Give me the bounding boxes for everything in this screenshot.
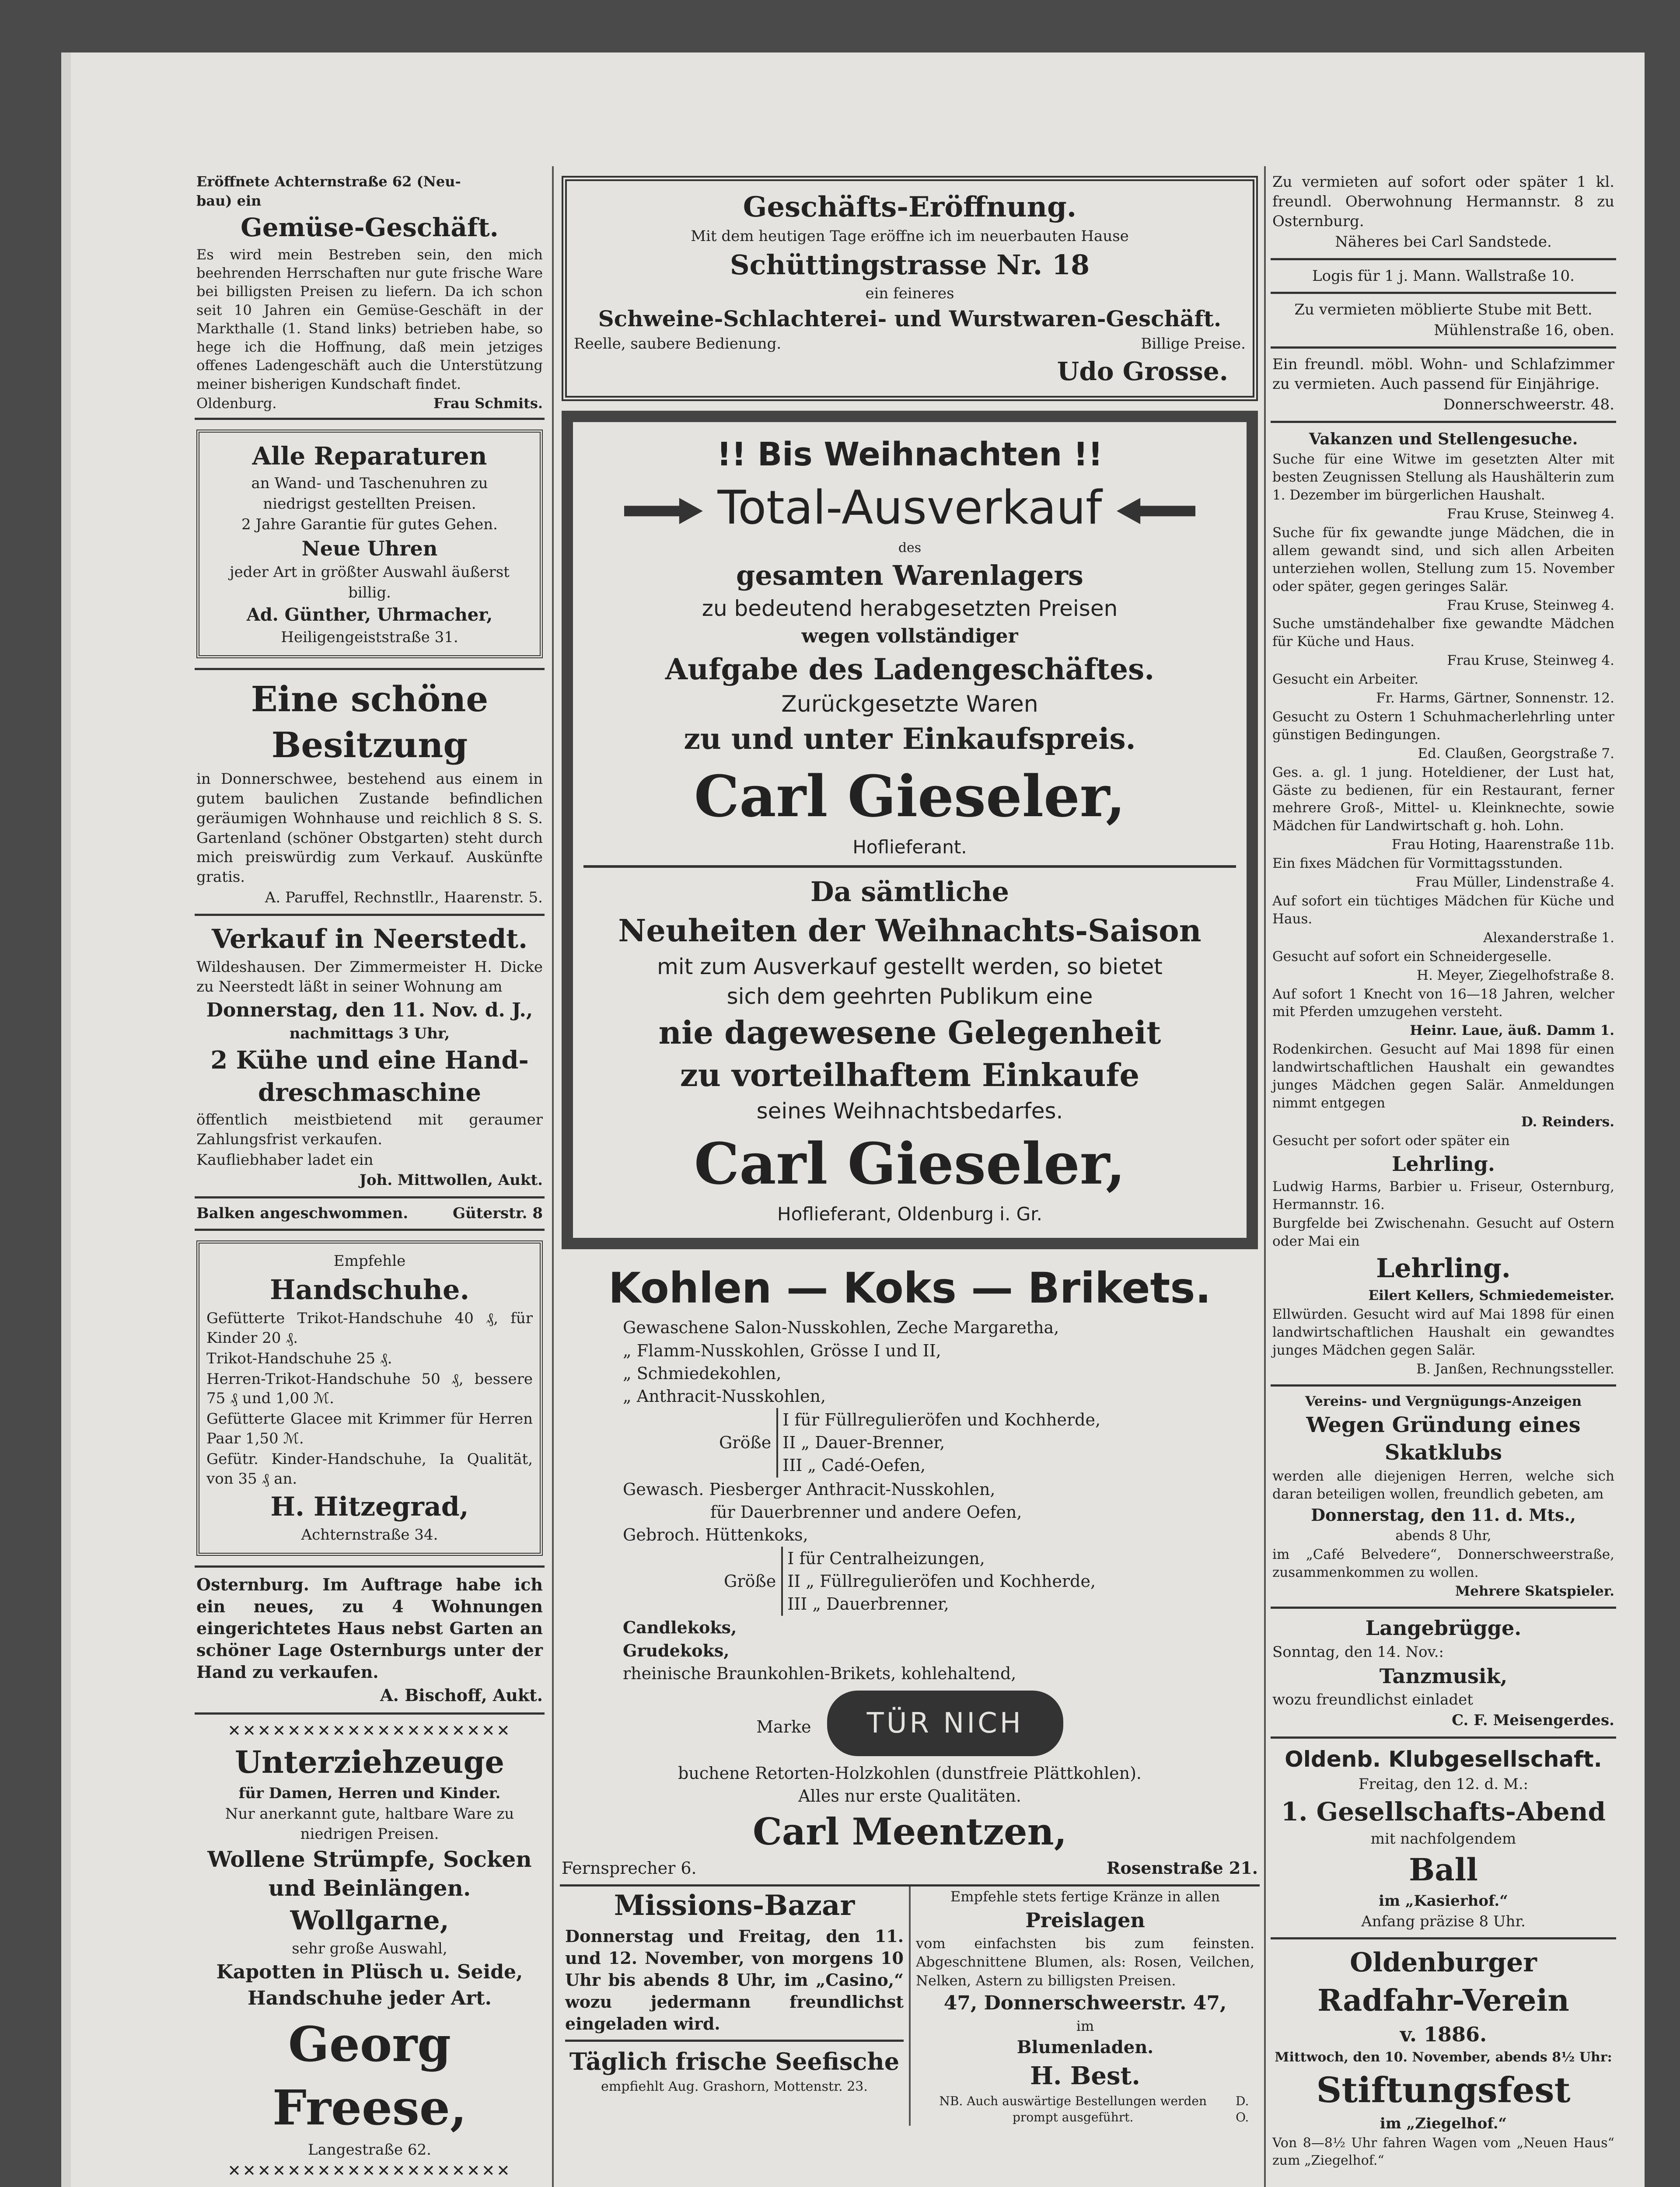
ad-street: Schüttingstrasse Nr. 18 [730, 249, 1090, 281]
ad-name: Udo Grosse. [1057, 356, 1228, 386]
ad-title: Tanzmusik, [1379, 1664, 1508, 1688]
ad-best-blumen [911, 1887, 1260, 2126]
ad-line: mit zum Ausverkauf gestellt werden, so bietet [657, 954, 1163, 979]
ad-body: in Donnerschwee, bestehend aus einem in gutem baulichen Zustande befindlichen geräumigen Wohnhause und reichlich 8 S. S. Gartenland (schöner Obstgarten) steht durch mich preiswürdig zum Verkauf. Auskünfte gratis. [196, 770, 543, 886]
ad-subtitle: Neue Uhren [301, 536, 438, 560]
ad-body: Ges. a. gl. 1 jung. Hoteldiener, der Lust hat, Gäste zu bedienen, für ein Restaurant, ferner mehrere Groß-, Mittel- u. Kleinknechte, sowie Mädchen für Landwirtschaft g. hoh. Lohn. [1272, 764, 1614, 834]
ad-line: Mit dem heutigen Tage eröffne ich im neuerbauten Hause [691, 227, 1129, 245]
ad-line: niedrigen Preisen. [300, 1825, 439, 1843]
ad-line: „ Flamm-Nusskohlen, Grösse I und II, [623, 1341, 941, 1360]
ad-body: Logis für 1 j. Mann. Wallstraße 10. [1312, 267, 1575, 285]
ad-title: Handschuhe. [269, 1274, 470, 1306]
ad-signer: Frau Kruse, Steinweg 4. [1447, 506, 1614, 522]
ad-line: Freitag, den 12. d. M.: [1358, 1775, 1529, 1793]
ad-line: bau) ein [196, 192, 262, 210]
ad-body: Rodenkirchen. Gesucht auf Mai 1898 für einen landwirtschaftlichen Haushalt ein gewandtes junges Mädchen gegen Salär. Anmeldungen nimmt entgegen [1272, 1041, 1614, 1111]
ad-signer: Heinr. Laue, äuß. Damm 1. [1410, 1023, 1614, 1039]
ad-line: für Damen, Herren und Kinder. [238, 1784, 501, 1802]
size-group [562, 1408, 1258, 1477]
ad-line: „ Schmiedekohlen, [623, 1363, 782, 1383]
ad-title: Kohlen — Koks — Brikets. [608, 1263, 1211, 1313]
ad-grosse-schlachterei [560, 166, 1260, 411]
ad-title: Lehrling. [1376, 1253, 1511, 1284]
ad-line: Reelle, saubere Bedienung. [574, 335, 782, 353]
ad-title: v. 1886. [1400, 2023, 1487, 2047]
ad-body: werden alle diejenigen Herren, welche sich daran beteiligen wollen, freundlich gebeten, am [1272, 1468, 1614, 1502]
ad-line: seines Weihnachtsbedarfes. [756, 1098, 1063, 1124]
ad-line: Anfang präzise 8 Uhr. [1361, 1912, 1526, 1930]
ad-title: Geschäfts-Eröffnung. [743, 191, 1077, 224]
column-center [560, 166, 1260, 2126]
ad-date: Donnerstag, den 11. Nov. d. J., [206, 999, 533, 1022]
ad-osternburg-haus [195, 1568, 545, 1715]
ad-line: jeder Art in größter Auswahl äußerst [230, 563, 510, 581]
ad-signer: D. Reinders. [1521, 1114, 1614, 1130]
ad-signer: Joh. Mittwollen, Aukt. [359, 1171, 543, 1189]
ad-title: Radfahr-Verein [1317, 1983, 1569, 2018]
ad-signer: Frau Kruse, Steinweg 4. [1447, 597, 1614, 613]
ad-line: Gewaschene Salon-Nusskohlen, Zeche Margaretha, [623, 1318, 1059, 1338]
ad-hermannstr [1271, 166, 1616, 260]
ad-title: Wegen Gründung eines Skatklubs [1306, 1412, 1581, 1465]
ad-line: niedrigst gestellten Preisen. [263, 495, 476, 513]
ad-line: Nur anerkannt gute, haltbare Ware zu [225, 1805, 514, 1823]
ad-line: billig. [348, 584, 391, 602]
ad-body: Auf sofort ein tüchtiges Mädchen für Küche und Haus. [1272, 893, 1614, 927]
ad-body: Zu vermieten auf sofort oder später 1 kl. freundl. Oberwohnung Hermannstr. 8 zu Osternburg. [1272, 173, 1614, 230]
ad-line: Hoflieferant. [852, 836, 967, 858]
ad-line: im „Kasierhof.“ [1379, 1892, 1508, 1910]
ad-headline-text: Total-Ausverkauf [717, 481, 1102, 535]
pointing-hand-icon [624, 498, 703, 524]
list-item: Herren-Trikot-Handschuhe 50 ₰, bessere 75 ₰ und 1,00 ℳ. [206, 1370, 533, 1408]
divider [565, 2040, 904, 2042]
ad-meentzen-kohlen [560, 1254, 1260, 1887]
list-item: Gefütr. Kinder-Handschuhe, Ia Qualität, von 35 ₰ an. [206, 1450, 533, 1488]
ad-title: Ball [1409, 1852, 1478, 1888]
ad-frame [562, 411, 1258, 1249]
ad-line: Von 8—8½ Uhr fahren Wagen vom „Neuen Haus“ zum „Ziegelhof.“ [1272, 2135, 1614, 2168]
ad-frame [562, 176, 1258, 401]
ad-line: „ Anthracit-Nusskohlen, [623, 1386, 826, 1406]
ad-signer: Mehrere Skatspieler. [1455, 1583, 1614, 1600]
ad-hitzegrad-handschuhe [195, 1231, 545, 1568]
ad-subtitle: Kapotten in Plüsch u. Seide, [216, 1961, 523, 1984]
ad-signer: Frau Müller, Lindenstraße 4. [1415, 874, 1614, 891]
ad-address: Donnerschweerstr. 48. [1443, 395, 1614, 413]
ad-address: Rosenstraße 21. [1106, 1858, 1258, 1878]
ad-address: Hoflieferant, Oldenburg i. Gr. [777, 1203, 1042, 1225]
ad-title: 1. Gesellschafts-Abend [1281, 1796, 1606, 1827]
ad-skatklub [1271, 1387, 1616, 1609]
ad-signer: Ed. Claußen, Georgstraße 7. [1418, 745, 1614, 762]
ad-body: Kaufliebhaber ladet ein [196, 1151, 374, 1169]
ad-signer: A. Bischoff, Aukt. [380, 1685, 543, 1705]
ad-signer: H. Meyer, Ziegelhofstraße 8. [1417, 967, 1614, 983]
ad-subtitle: Wollene Strümpfe, Socken und Beinlängen. [207, 1846, 532, 1901]
ad-name: Carl Gieseler, [694, 763, 1126, 830]
ad-line: Da sämtliche [810, 876, 1009, 908]
ad-line: wozu freundlichst einladet [1272, 1691, 1473, 1709]
ad-line: mit nachfolgendem [1370, 1830, 1516, 1848]
ad-subtitle: Wollgarne, [290, 1905, 449, 1936]
ad-headline: !! Bis Weihnachten !! [716, 436, 1103, 474]
ad-line: Alles nur erste Qualitäten. [798, 1786, 1021, 1806]
section-title: Vakanzen und Stellengesuche. [1309, 430, 1578, 448]
section-title: Vereins- und Vergnügungs-Anzeigen [1305, 1393, 1582, 1409]
list-item: II „ Dauer-Brenner, [782, 1433, 945, 1453]
ad-title: Langebrügge. [1365, 1616, 1522, 1640]
ad-line: Zurückgesetzte Waren [781, 691, 1038, 717]
ad-langebruegge [1271, 1609, 1616, 1739]
ad-stube [1271, 294, 1616, 349]
ad-item: 2 Kühe und eine Hand-dreschmaschine [210, 1046, 529, 1107]
ad-line: Grudekoks, [623, 1640, 730, 1660]
divider [583, 865, 1236, 868]
ad-title: Unterziehzeuge [234, 1744, 505, 1781]
ad-signer: A. Paruffel, Rechnstllr., Haarenstr. 5. [265, 889, 543, 907]
ad-line: gesamten Warenlagers [736, 559, 1083, 591]
ad-line: im „Ziegelhof.“ [1380, 2115, 1507, 2133]
ad-line: des [898, 540, 922, 556]
ad-body: Gesucht auf sofort ein Schneidergeselle. [1272, 948, 1552, 964]
ad-line: Empfehle stets fertige Kränze in allen [950, 1888, 1220, 1905]
ad-signer: B. Janßen, Rechnungssteller. [1416, 1361, 1614, 1377]
ad-title: Oldenburger [1350, 1947, 1537, 1978]
list-item: I für Füllregulieröfen und Kochherde, [782, 1410, 1101, 1430]
ad-verkauf-neerstedt [195, 916, 545, 1198]
ad-signer: Frau Kruse, Steinweg 4. [1447, 653, 1614, 669]
list-item: Gefütterte Trikot-Handschuhe 40 ₰, für Kinder 20 ₰. [206, 1309, 533, 1347]
ad-missions-bazar [560, 1887, 911, 2126]
ad-address: 47, Donnerschweerstr. 47, [943, 1991, 1227, 2014]
ad-row-bottom [560, 1887, 1260, 2126]
ad-body: im „Café Belvedere“, Donnerschweerstraße, zusammenkommen zu wollen. [1272, 1547, 1614, 1581]
ad-besitzung [195, 670, 545, 916]
ad-address: Achternstraße 34. [301, 1526, 438, 1544]
ad-headline [583, 477, 1236, 538]
ad-klubgesellschaft [1271, 1739, 1616, 1939]
ad-line: Billige Preise. [1141, 335, 1246, 353]
ad-balken [195, 1198, 545, 1231]
ad-title: Verkauf in Neerstedt. [212, 924, 527, 955]
ad-title: Täglich frische Seefische [569, 2047, 900, 2075]
ornament-border: ✕✕✕✕✕✕✕✕✕✕✕✕✕✕✕✕✕✕✕ [227, 1722, 512, 1740]
ad-title: Stiftungsfest [1316, 2069, 1571, 2110]
ad-address: Güterstr. 8 [453, 1205, 543, 1223]
ad-body: Gesucht per sofort oder später ein [1272, 1132, 1510, 1149]
ad-body: Suche für fix gewandte junge Mädchen, die in allem gewandt sind, und sich allen Arbeiten unterziehen wollen, Stellung zum 15. November oder später, gegen geringes Salär. [1272, 524, 1614, 594]
ad-signer: D. O. [1236, 2093, 1249, 2124]
ad-body: Suche für eine Witwe im gesetzten Alter mit besten Zeugnissen Stellung als Haushälterin zum 1. Dezember im bürgerlichen Haushalt. [1272, 451, 1614, 503]
ad-phone: Fernsprecher 6. [562, 1859, 697, 1878]
ad-logis [1271, 260, 1616, 294]
ad-frame [196, 1240, 543, 1556]
ad-line: zu vorteilhaftem Einkaufe [680, 1056, 1140, 1094]
ad-line: Gewasch. Piesberger Anthracit-Nusskohlen, [623, 1479, 995, 1499]
ad-line: Gebroch. Hüttenkoks, [623, 1525, 808, 1544]
ad-name: Carl Gieseler, [694, 1130, 1126, 1197]
size-label: Größe [719, 1433, 772, 1453]
ad-subtitle: Handschuhe jeder Art. [248, 1987, 492, 2010]
ad-date: Donnerstag, den 11. d. Mts., [1311, 1505, 1576, 1525]
ad-body: Burgfelde bei Zwischenahn. Gesucht auf Ostern oder Mai ein [1272, 1216, 1614, 1250]
pointing-hand-icon [1117, 498, 1195, 524]
ad-line: Aufgabe des Ladengeschäftes. [665, 652, 1155, 686]
ad-body: Gesucht ein Arbeiter. [1272, 671, 1419, 688]
ad-signer: Frau Hoting, Haarenstraße 11b. [1391, 837, 1614, 853]
ad-line: zu und unter Einkaufspreis. [684, 722, 1136, 756]
ad-signer: Eilert Kellers, Schmiedemeister. [1368, 1288, 1614, 1304]
list-item: III „ Dauerbrenner, [787, 1594, 949, 1614]
ad-line: ein feineres [865, 285, 954, 303]
ad-body: Es wird mein Bestreben sein, den mich beehrenden Herrschaften nur gute frische Ware bei billigsten Preisen zu liefern. Da ich schon seit 10 Jahren ein Gemüse-Geschäft in der Markthalle (1. Stand links) betrieben habe, so hege ich die Hoffnung, daß mein jetziges offenes Ladengeschäft auch die Unterstützung meiner bisherigen Kundschaft findet. [196, 246, 543, 392]
ad-signer: Ludwig Harms, Barbier u. Friseur, Osternburg, Hermannstr. 16. [1272, 1179, 1614, 1213]
ad-line: sehr große Auswahl, [292, 1940, 447, 1958]
ad-signer: Frau Schmits. [433, 395, 543, 412]
ad-line: buchene Retorten-Holzkohlen (dunstfreie Plättkohlen). [678, 1763, 1142, 1783]
ad-freese [195, 1715, 545, 2187]
size-group [562, 1547, 1258, 1616]
ornament-border: ✕✕✕✕✕✕✕✕✕✕✕✕✕✕✕✕✕✕✕ [227, 2162, 512, 2180]
ad-line: Näheres bei Carl Sandstede. [1335, 233, 1552, 251]
ad-frame [196, 430, 543, 658]
ad-note: NB. Auch auswärtige Bestellungen werden prompt ausgeführt. [939, 2093, 1207, 2124]
list-item: Trikot-Handschuhe 25 ₰. [206, 1349, 392, 1367]
ad-body: Zu vermieten möblierte Stube mit Bett. [1294, 301, 1593, 319]
ad-body: Ein freundl. möbl. Wohn- und Schlafzimmer zu vermieten. Auch passend für Einjährige. [1272, 356, 1614, 393]
ad-name: Ad. Günther, Uhrmacher, [246, 604, 493, 625]
column-rule [1264, 166, 1266, 2187]
ad-body: Wildeshausen. Der Zimmermeister H. Dicke zu Neerstedt läßt in seiner Wohnung am [196, 958, 543, 996]
ad-address: Mühlenstraße 16, oben. [1434, 321, 1614, 339]
column-left [195, 166, 545, 2187]
ad-body: Suche umständehalber fixe gewandte Mädchen für Küche und Haus. [1272, 616, 1614, 650]
ad-body: Osternburg. Im Auftrage habe ich ein neues, zu 4 Wohnungen eingerichtetes Haus nebst Garten an schöner Lage Osternburgs unter der Hand zu verkaufen. [196, 1574, 543, 1682]
ad-body: Ein fixes Mädchen für Vormittagsstunden. [1272, 856, 1563, 872]
ad-time: nachmittags 3 Uhr, [289, 1025, 450, 1043]
ad-signer: Alexanderstraße 1. [1483, 929, 1614, 946]
ad-name: H. Best. [1030, 2061, 1140, 2091]
ad-title: Gemüse-Geschäft. [241, 213, 499, 243]
ad-body: Ellwürden. Gesucht wird auf Mai 1898 für einen landwirtschaftlichen Haushalt ein gewandtes junges Mädchen gegen Salär. [1272, 1307, 1614, 1358]
ad-line: Mittwoch, den 10. November, abends 8½ Uhr: [1275, 2050, 1612, 2065]
section-vakanzen [1271, 423, 1616, 1387]
ad-line: rheinische Braunkohlen-Brikets, kohlehaltend, [623, 1663, 1016, 1683]
ad-line: Candlekoks, [623, 1618, 737, 1638]
ad-line: nie dagewesene Gelegenheit [658, 1013, 1161, 1051]
ad-line: für Dauerbrenner und andere Oefen, [710, 1502, 1022, 1522]
ad-radfahr-verein [1271, 1939, 1616, 2175]
ad-line: Empfehle [333, 1252, 406, 1270]
ad-title: Lehrling. [1392, 1152, 1495, 1176]
tuernich-logo: TÜR NICH [827, 1691, 1063, 1756]
ad-name: H. Hitzegrad, [270, 1491, 469, 1522]
ad-text: Balken angeschwommen. [196, 1205, 409, 1223]
list-item: Gefütterte Glacee mit Krimmer für Herren Paar 1,50 ℳ. [206, 1410, 533, 1448]
ad-body: öffentlich meistbietend mit geraumer Zahlungsfrist verkaufen. [196, 1111, 543, 1148]
ad-zimmer [1271, 349, 1616, 423]
ad-title: Eine schöne Besitzung [251, 678, 489, 766]
ad-line: an Wand- und Taschenuhren zu [251, 475, 488, 493]
list-item: III „ Cadé-Oefen, [782, 1456, 926, 1475]
ad-line: Sonntag, den 14. Nov.: [1272, 1643, 1444, 1661]
ad-name: Carl Meentzen, [753, 1810, 1067, 1854]
ad-line: 2 Jahre Garantie für gutes Gehen. [241, 515, 498, 533]
ad-body: vom einfachsten bis zum feinsten. Abgeschnittene Blumen, als: Rosen, Veilchen, Nelken, Astern zu billigsten Preisen. [916, 1935, 1254, 1989]
ad-shop: Schweine-Schlachterei- und Wurstwaren-Geschäft. [598, 306, 1222, 332]
ad-place: Oldenburg. [196, 395, 277, 412]
column-right [1271, 166, 1616, 2175]
ad-line: sich dem geehrten Publikum eine [726, 983, 1093, 1009]
ad-gieseler-ausverkauf [560, 411, 1260, 1254]
ad-line: im [1076, 2018, 1094, 2035]
ad-address: Langestraße 62. [308, 2141, 431, 2159]
ad-title: Alle Reparaturen [252, 442, 487, 471]
ad-address: Heiligengeiststraße 31. [281, 628, 458, 646]
ad-body: Donnerstag und Freitag, den 11. und 12. November, von morgens 10 Uhr bis abends 8 Uhr, im „Casino,“ wozu jedermann freundlichst eingeladen wird. [565, 1926, 904, 2034]
ad-body: Auf sofort 1 Knecht von 16—18 Jahren, welcher mit Pferden umzugehen versteht. [1272, 986, 1614, 1020]
ad-shop: Blumenladen. [1016, 2037, 1154, 2058]
ad-title: Oldenb. Klubgesellschaft. [1285, 1747, 1602, 1772]
ad-name: Georg Freese, [272, 2016, 467, 2136]
ad-gemuese-geschaeft [195, 166, 545, 420]
ad-line: Neuheiten der Weihnachts-Saison [618, 912, 1201, 949]
ad-signer: C. F. Meisengerdes. [1452, 1712, 1614, 1729]
ad-line: Marke [756, 1717, 811, 1736]
ad-title: Preislagen [1025, 1908, 1145, 1932]
ad-line: wegen vollständiger [801, 625, 1018, 648]
ad-signer: Fr. Harms, Gärtner, Sonnenstr. 12. [1376, 690, 1614, 706]
ad-line: Eröffnete Achternstraße 62 (Neu- [196, 173, 461, 190]
ad-line: zu bedeutend herabgesetzten Preisen [702, 596, 1118, 622]
ad-guenther-uhrmacher [195, 420, 545, 670]
ad-title: Missions-Bazar [614, 1889, 855, 1922]
size-label: Größe [723, 1572, 776, 1591]
column-rule [552, 166, 554, 2187]
list-item: II „ Füllregulieröfen und Kochherde, [787, 1572, 1096, 1591]
ad-time: abends 8 Uhr, [1395, 1528, 1491, 1544]
ad-body: Gesucht zu Ostern 1 Schuhmacherlehrling unter günstigen Bedingungen. [1272, 709, 1614, 743]
ad-line: empfiehlt Aug. Grashorn, Mottenstr. 23. [601, 2079, 868, 2094]
list-item: I für Centralheizungen, [787, 1549, 985, 1569]
